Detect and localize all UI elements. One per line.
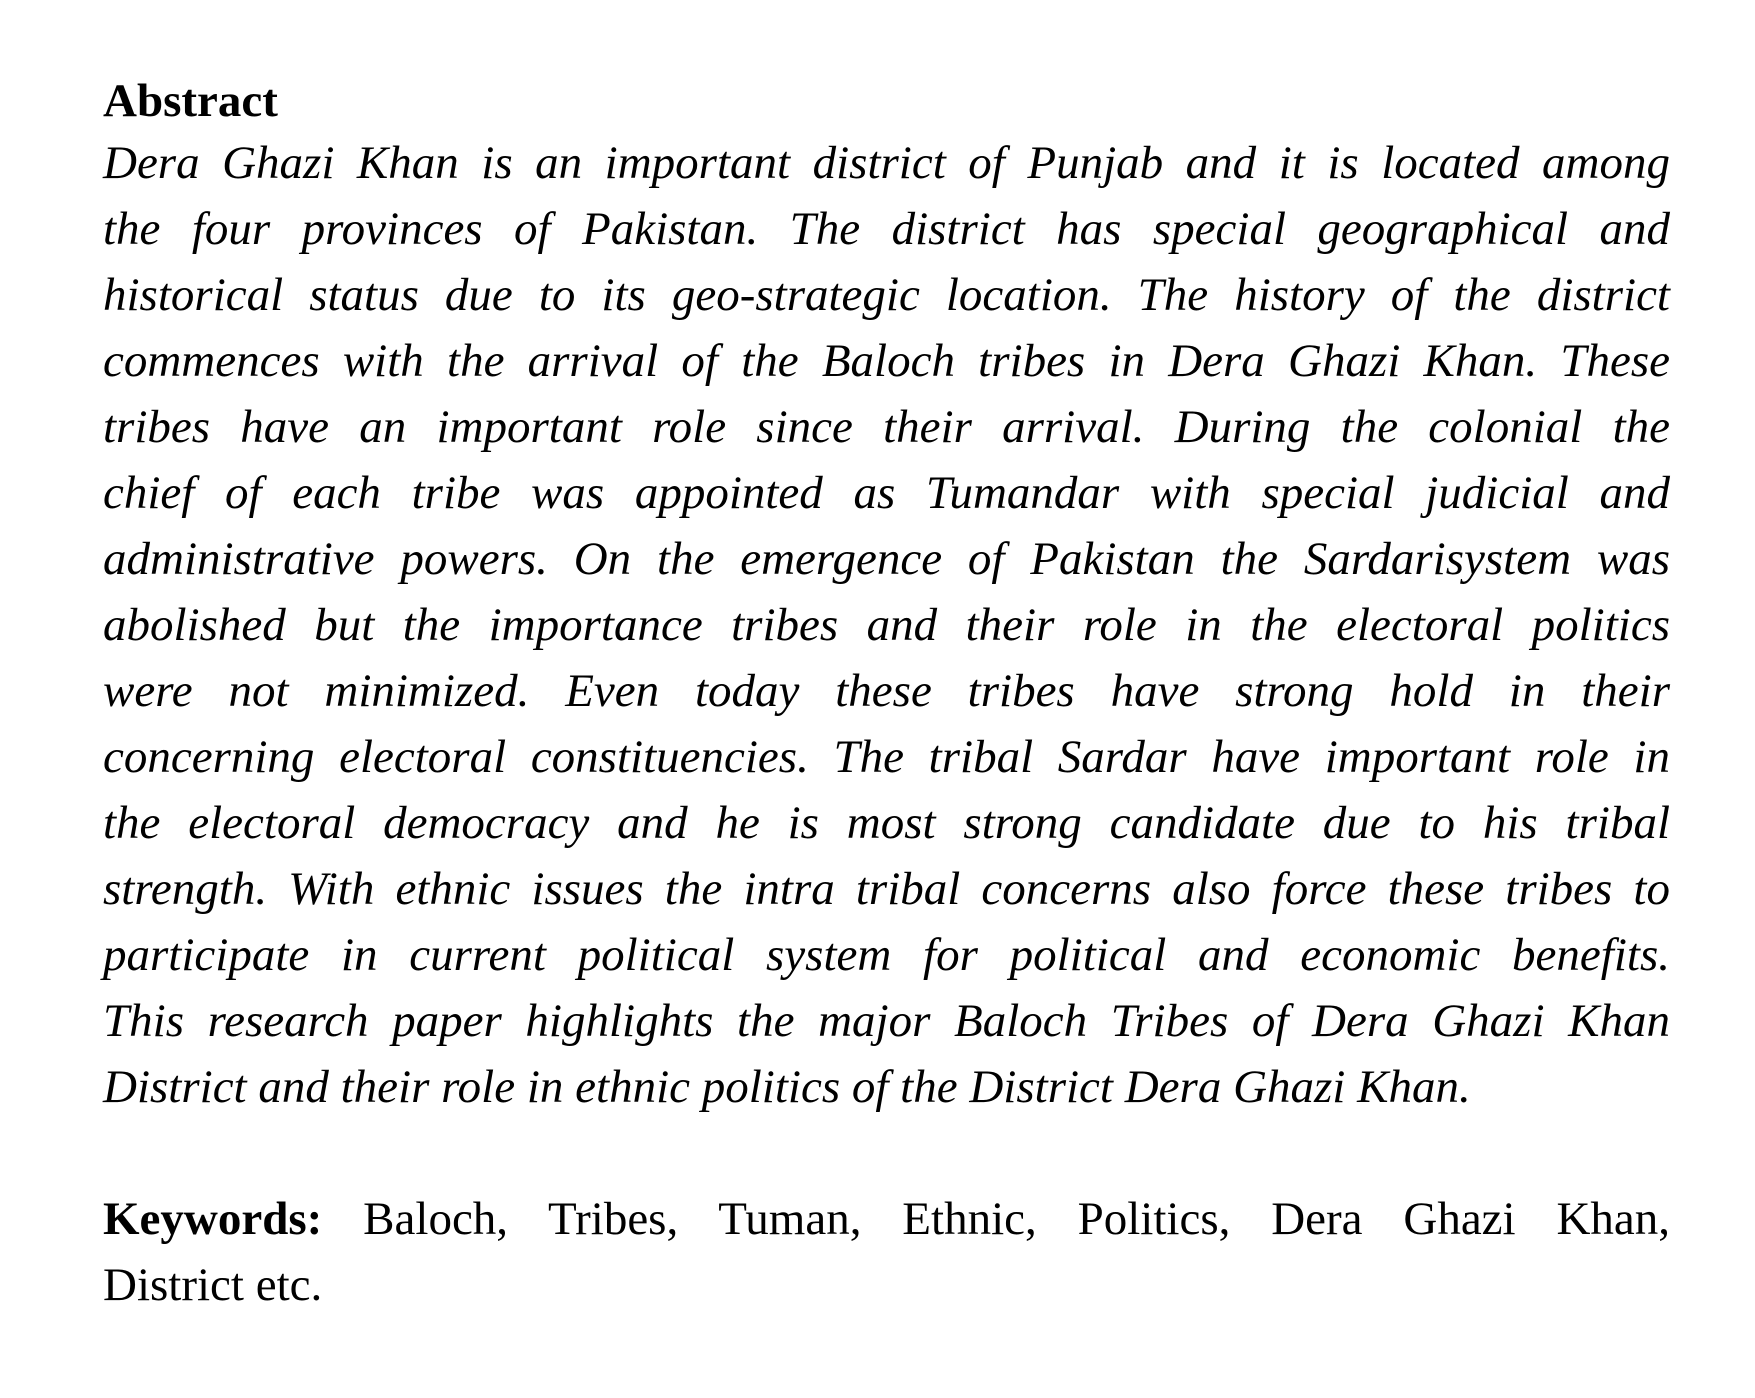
document-page	[103, 72, 1670, 1318]
abstract-heading: Abstract	[103, 75, 278, 127]
abstract-line: Dera Ghazi Khan is an important district of Punjab and it is located among	[103, 137, 1670, 189]
keywords-list: Baloch, Tribes, Tuman, Ethnic, Politics, Dera Ghazi Khan,	[363, 1193, 1671, 1245]
abstract-line: were not minimized. Even today these tribes have strong hold in their	[103, 665, 1670, 717]
abstract-line: tribes have an important role since their arrival. During the colonial the	[103, 401, 1670, 453]
abstract-line: commences with the arrival of the Baloch tribes in Dera Ghazi Khan. These	[103, 335, 1670, 387]
abstract-line: participate in current political system for political and economic benefits.	[103, 929, 1670, 981]
abstract-line: strength. With ethnic issues the intra tribal concerns also force these tribes to	[103, 863, 1670, 915]
abstract-line: concerning electoral constituencies. The tribal Sardar have important role in	[103, 731, 1670, 783]
keywords-label: Keywords:	[103, 1193, 323, 1245]
abstract-line: This research paper highlights the major Baloch Tribes of Dera Ghazi Khan	[103, 995, 1670, 1047]
abstract-line: administrative powers. On the emergence of Pakistan the Sardarisystem was	[103, 533, 1670, 585]
keywords-line	[103, 1186, 1670, 1252]
abstract-line: chief of each tribe was appointed as Tumandar with special judicial and	[103, 467, 1670, 519]
keywords-section	[103, 1186, 1670, 1318]
abstract-line: the four provinces of Pakistan. The district has special geographical and	[103, 203, 1670, 255]
keywords-line-continued: District etc.	[103, 1259, 323, 1311]
abstract-body	[103, 130, 1670, 1120]
abstract-line: the electoral democracy and he is most strong candidate due to his tribal	[103, 797, 1670, 849]
abstract-line: historical status due to its geo-strategic location. The history of the district	[103, 269, 1670, 321]
abstract-line: abolished but the importance tribes and their role in the electoral politics	[103, 599, 1670, 651]
abstract-line: District and their role in ethnic politics of the District Dera Ghazi Khan.	[103, 1061, 1471, 1113]
